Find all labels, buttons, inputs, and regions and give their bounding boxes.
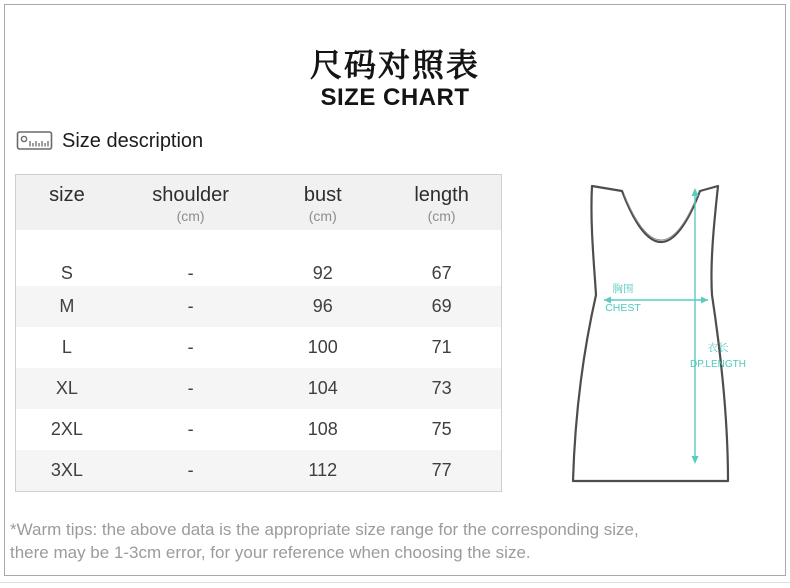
cell-shoulder: - [187,378,194,399]
cell-length: 75 [431,419,452,440]
warm-tips [10,518,750,565]
cell-bust: 100 [307,337,338,358]
size-chart-table-wrap [15,174,502,492]
cell-size: 2XL [50,419,83,440]
table-header-row [16,175,501,245]
garment-diagram [552,168,787,513]
column-header-shoulder: shoulder (cm) [118,175,264,245]
cell-bust: 96 [312,296,333,317]
cell-shoulder: - [187,296,194,317]
length-label-en: DP.LENGTH [690,359,746,370]
column-header-length: length (cm) [382,175,501,245]
cell-length: 73 [431,378,452,399]
length-arrow [692,188,699,464]
cell-bust: 112 [308,460,338,481]
cell-shoulder: - [187,337,194,358]
cell-shoulder: - [187,460,194,481]
cell-bust: 108 [307,419,338,440]
cell-bust: 92 [312,262,333,283]
table-row [16,450,501,491]
page-title-english: SIZE CHART [320,84,470,111]
column-header-bust: bust (cm) [263,175,382,245]
table-row [16,409,501,450]
size-description-label: Size description [62,129,204,152]
table-row [16,286,501,327]
chest-label-zh: 胸围 [612,283,634,295]
cell-size: L [61,337,72,358]
cell-size: M [59,296,75,317]
tank-top-outline [573,186,728,481]
bottom-divider [0,582,790,583]
cell-bust: 104 [307,378,338,399]
cell-length: 71 [431,337,452,358]
cell-shoulder: - [187,419,194,440]
warm-tips-line2: there may be 1-3cm error, for your reference when choosing the size. [10,543,531,563]
size-chart-table [16,175,501,491]
table-row [16,368,501,409]
cell-length: 67 [431,262,452,283]
ruler-icon [16,128,54,154]
size-description-header [16,127,203,155]
length-label-zh: 衣长 [707,342,729,354]
cell-size: XL [55,378,78,399]
table-row [16,245,501,286]
page-title-chinese: 尺码对照表 [309,47,480,83]
cell-size: 3XL [50,460,83,481]
cell-length: 77 [431,460,452,481]
cell-size: S [60,262,73,283]
chest-label-en: CHEST [605,302,641,314]
table-row [16,327,501,368]
cell-shoulder: - [187,262,194,283]
column-header-size: size [16,175,118,245]
warm-tips-line1: *Warm tips: the above data is the appropriate size range for the corresponding size, [10,520,639,539]
cell-length: 69 [431,296,452,317]
neckline-sketch [624,194,698,240]
